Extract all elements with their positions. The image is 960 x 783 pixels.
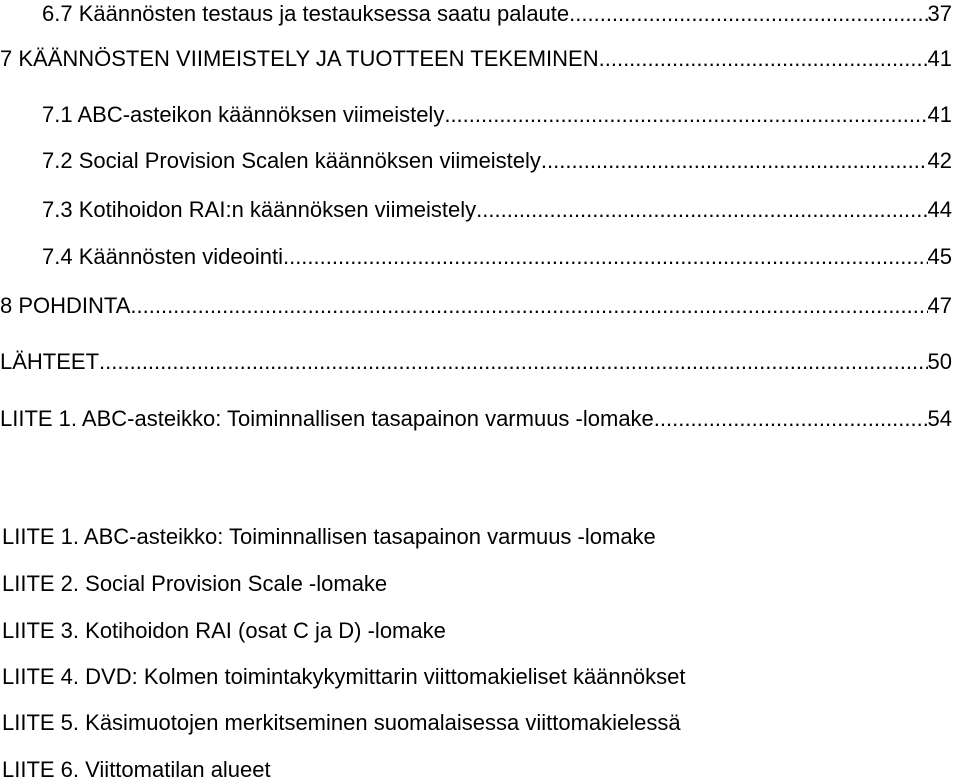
toc-leader-dots (599, 46, 928, 72)
toc-entry-title: LÄHTEET (0, 349, 100, 374)
toc-entry-title: 8 POHDINTA (0, 293, 131, 318)
toc-entry-page: 45 (927, 244, 952, 269)
appendix-item: LIITE 6. Viittomatilan alueet (2, 757, 271, 782)
toc-entry (0, 406, 952, 432)
toc-leader-dots (654, 406, 928, 432)
appendix-item: LIITE 5. Käsimuotojen merkitseminen suomalaisessa viittomakielessä (2, 710, 681, 735)
toc-entry-title: LIITE 1. ABC-asteikko: Toiminnallisen tasapainon varmuus -lomake (0, 406, 654, 431)
toc-entry (42, 244, 952, 270)
toc-entry (42, 197, 952, 223)
toc-entry-page: 37 (927, 1, 952, 26)
toc-entry-page: 41 (927, 46, 952, 71)
appendix-item: LIITE 1. ABC-asteikko: Toiminnallisen tasapainon varmuus -lomake (2, 524, 656, 549)
toc-entry (0, 293, 952, 319)
toc-entry (0, 349, 952, 375)
toc-leader-dots (569, 1, 927, 27)
toc-leader-dots (541, 148, 928, 174)
toc-entry-page: 47 (927, 293, 952, 318)
toc-entry-title: 7 KÄÄNNÖSTEN VIIMEISTELY JA TUOTTEEN TEKEMINEN (0, 46, 599, 71)
toc-entry-title: 7.3 Kotihoidon RAI:n käännöksen viimeistely (42, 197, 477, 222)
toc-entry-title: 7.1 ABC-asteikon käännöksen viimeistely (42, 102, 445, 127)
toc-leader-dots (444, 102, 927, 128)
toc-entry-page: 54 (927, 406, 952, 431)
toc-entry-title: 6.7 Käännösten testaus ja testauksessa saatu palaute (42, 1, 570, 26)
toc-leader-dots (99, 349, 927, 375)
toc-entry-title: 7.2 Social Provision Scalen käännöksen viimeistely (42, 148, 541, 173)
toc-leader-dots (130, 293, 927, 319)
toc-entry-title: 7.4 Käännösten videointi (42, 244, 283, 269)
toc-entry (0, 46, 952, 72)
toc-leader-dots (283, 244, 928, 270)
toc-leader-dots (476, 197, 927, 223)
toc-entry-page: 44 (927, 197, 952, 222)
toc-entry (42, 148, 952, 174)
toc-entry-page: 50 (927, 349, 952, 374)
appendix-item: LIITE 4. DVD: Kolmen toimintakykymittarin viittomakieliset käännökset (2, 664, 686, 689)
toc-entry-page: 42 (927, 148, 952, 173)
toc-entry-page: 41 (927, 102, 952, 127)
toc-entry (42, 1, 952, 27)
appendix-item: LIITE 3. Kotihoidon RAI (osat C ja D) -lomake (2, 618, 446, 643)
toc-entry (42, 102, 952, 128)
appendix-item: LIITE 2. Social Provision Scale -lomake (2, 571, 388, 596)
